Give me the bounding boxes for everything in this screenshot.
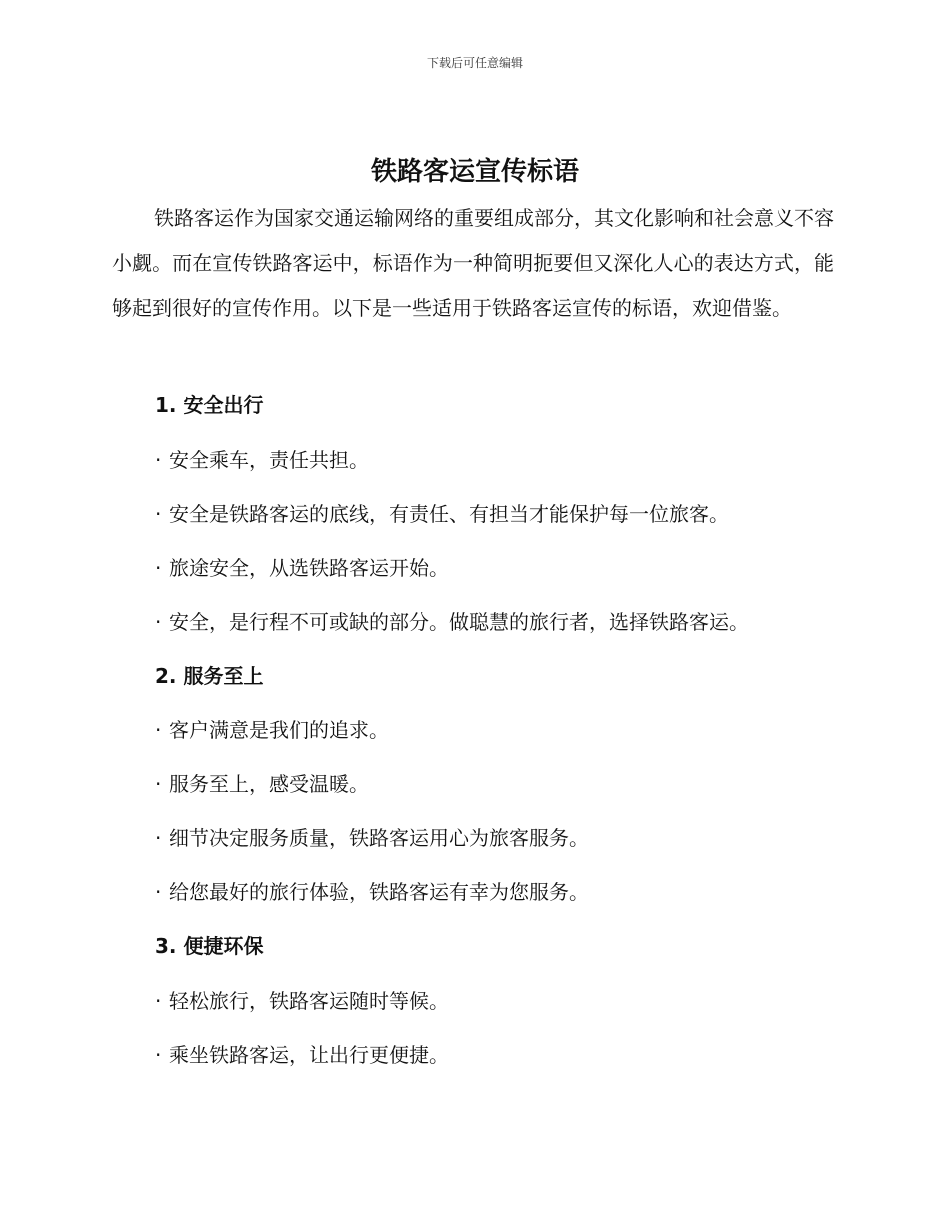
list-item-text: 安全乘车，责任共担。 [169,448,369,472]
list-item [155,498,729,527]
bullet-icon: · [155,502,162,526]
header-note: 下载后可任意编辑 [426,56,523,70]
list-item-text: 乘坐铁路客运，让出行更便捷。 [169,1043,449,1067]
bullet-icon: · [155,610,162,634]
list-item-text: 轻松旅行，铁路客运随时等候。 [169,989,449,1013]
bullet-icon: · [155,826,162,850]
list-item [155,714,389,743]
list-item [155,985,449,1014]
list-item [155,444,369,473]
list-item-text: 旅途安全，从选铁路客运开始。 [169,556,449,580]
list-item-text: 细节决定服务质量，铁路客运用心为旅客服务。 [169,826,589,850]
section-heading-service: 2. 服务至上 [155,664,264,688]
list-item [155,876,589,905]
bullet-icon: · [155,1043,162,1067]
bullet-icon: · [155,718,162,742]
section-heading-safety: 1. 安全出行 [155,393,264,417]
list-item [155,1039,449,1068]
intro-paragraph: 铁路客运作为国家交通运输网络的重要组成部分，其文化影响和社会意义不容小觑。而在宣传铁路客运中，标语作为一种简明扼要但又深化人心的表达方式，能够起到很好的宣传作用。以下是一些适用于铁路客运宣传的标语，欢迎借鉴。 [112,206,834,320]
list-item-text: 客户满意是我们的追求。 [169,718,389,742]
list-item [155,768,369,797]
list-item-text: 安全是铁路客运的底线，有责任、有担当才能保护每一位旅客。 [169,502,729,526]
list-item [155,822,589,851]
bullet-icon: · [155,448,162,472]
bullet-icon: · [155,772,162,796]
bullet-icon: · [155,556,162,580]
document-title: 铁路客运宣传标语 [370,157,579,187]
list-item [155,606,749,635]
bullet-icon: · [155,989,162,1013]
list-item-text: 服务至上，感受温暖。 [169,772,369,796]
list-item-text: 安全，是行程不可或缺的部分。做聪慧的旅行者，选择铁路客运。 [169,610,749,634]
list-item-text: 给您最好的旅行体验，铁路客运有幸为您服务。 [169,880,589,904]
section-heading-convenience: 3. 便捷环保 [155,934,264,958]
list-item [155,552,449,581]
bullet-icon: · [155,880,162,904]
